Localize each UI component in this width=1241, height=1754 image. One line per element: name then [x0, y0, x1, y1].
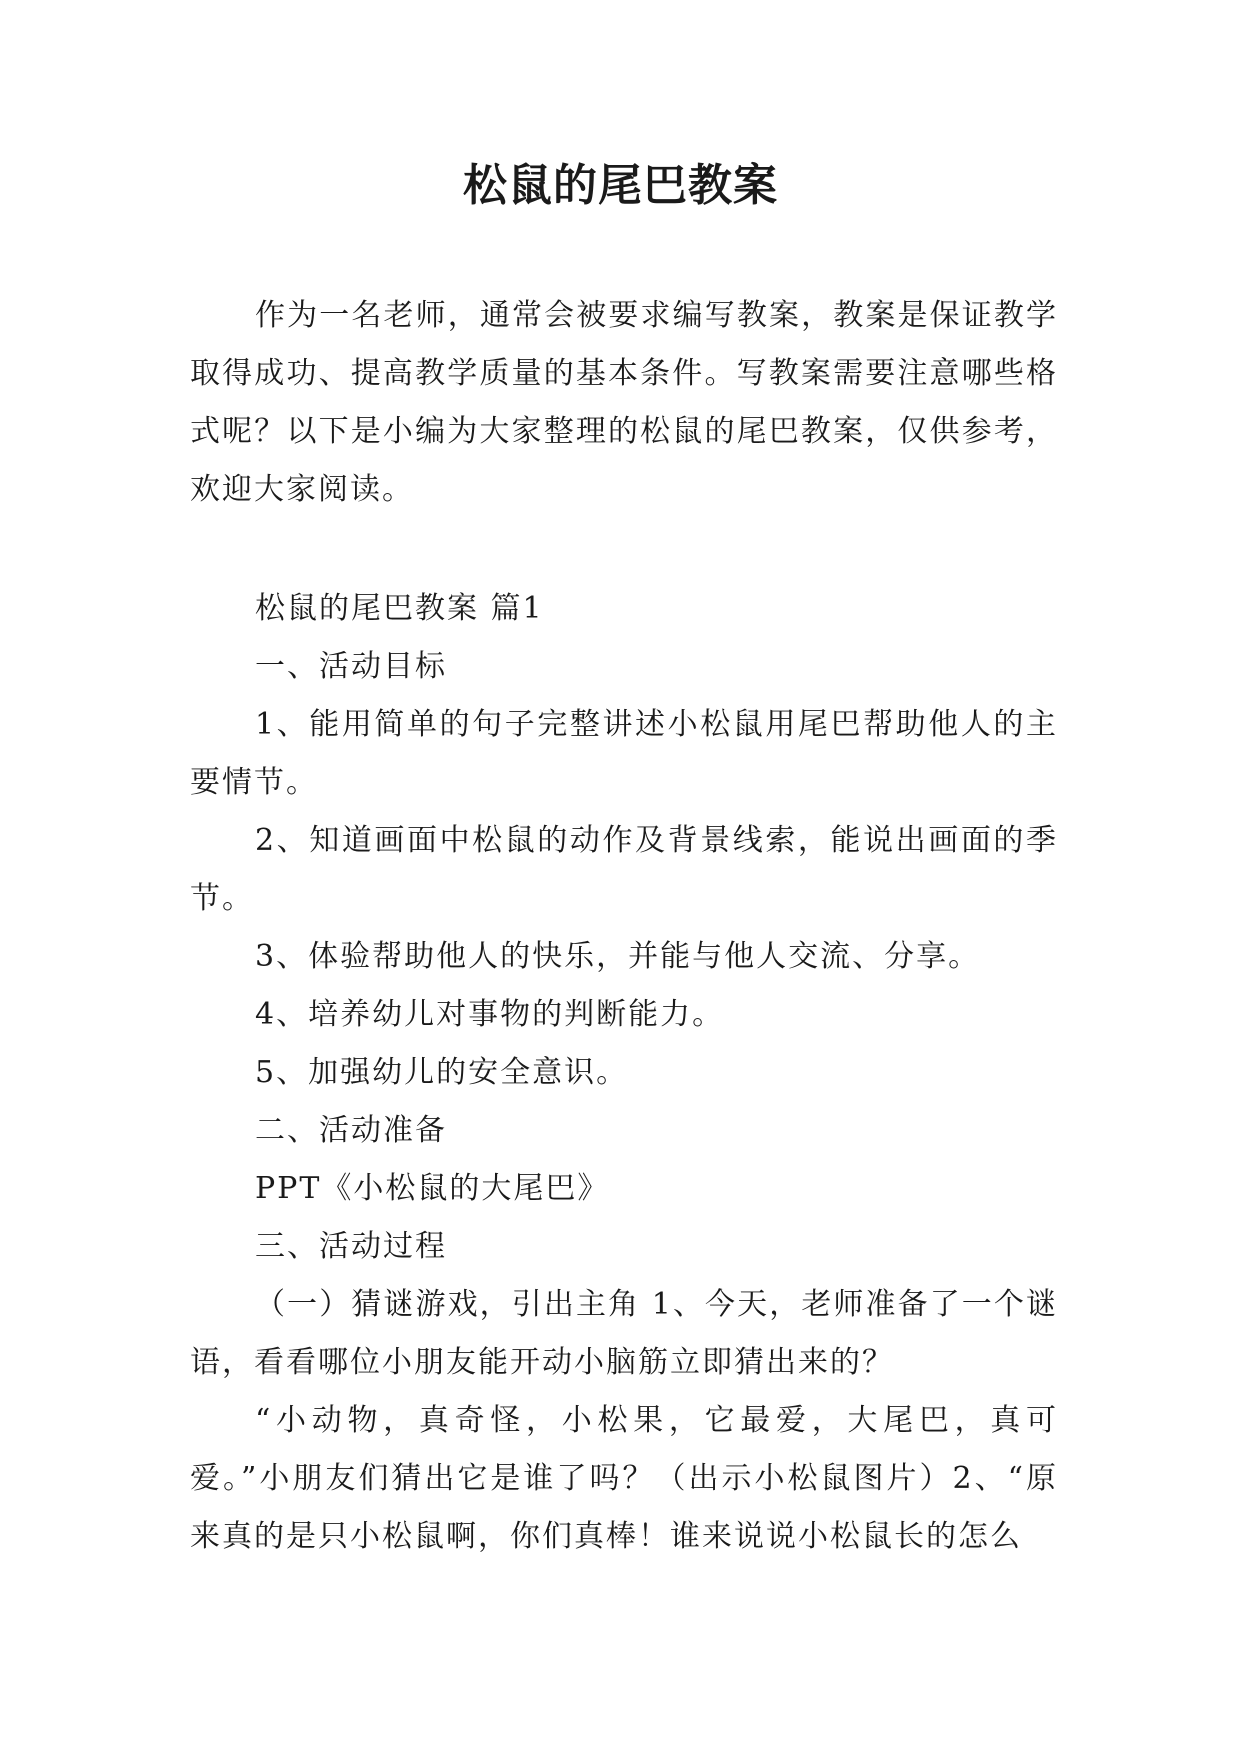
subheading-goals: 一、活动目标	[255, 649, 447, 684]
document-body	[190, 580, 1058, 1566]
intro-paragraph: 作为一名老师，通常会被要求编写教案，教案是保证教学取得成功、提高教学质量的基本条件。写教案需要注意哪些格式呢？以下是小编为大家整理的松鼠的尾巴教案，仅供参考，欢迎大家阅读。	[190, 298, 1058, 507]
subheading-process: 三、活动过程	[255, 1229, 447, 1264]
document-title: 松鼠的尾巴教案	[463, 160, 778, 211]
goal-item: 3、体验帮助他人的快乐，并能与他人交流、分享。	[255, 939, 981, 974]
goal-item: 1、能用简单的句子完整讲述小松鼠用尾巴帮助他人的主要情节。	[190, 707, 1058, 800]
section-heading: 松鼠的尾巴教案 篇1	[255, 591, 544, 626]
goal-item: 2、知道画面中松鼠的动作及背景线索，能说出画面的季节。	[190, 823, 1058, 916]
process-paragraph: （一）猜谜游戏，引出主角 1、今天，老师准备了一个谜语，看看哪位小朋友能开动小脑筋立即猜出来的？	[190, 1287, 1058, 1380]
goal-item: 4、培养幼儿对事物的判断能力。	[255, 997, 725, 1032]
process-paragraph: “小动物，真奇怪，小松果，它最爱，大尾巴，真可爱。”小朋友们猜出它是谁了吗？（出示小松鼠图片）2、“原来真的是只小松鼠啊，你们真棒！谁来说说小松鼠长的怎么	[190, 1403, 1058, 1554]
subheading-preparation: 二、活动准备	[255, 1113, 447, 1148]
preparation-item: PPT《小松鼠的大尾巴》	[255, 1171, 610, 1206]
goal-item: 5、加强幼儿的安全意识。	[255, 1055, 629, 1090]
